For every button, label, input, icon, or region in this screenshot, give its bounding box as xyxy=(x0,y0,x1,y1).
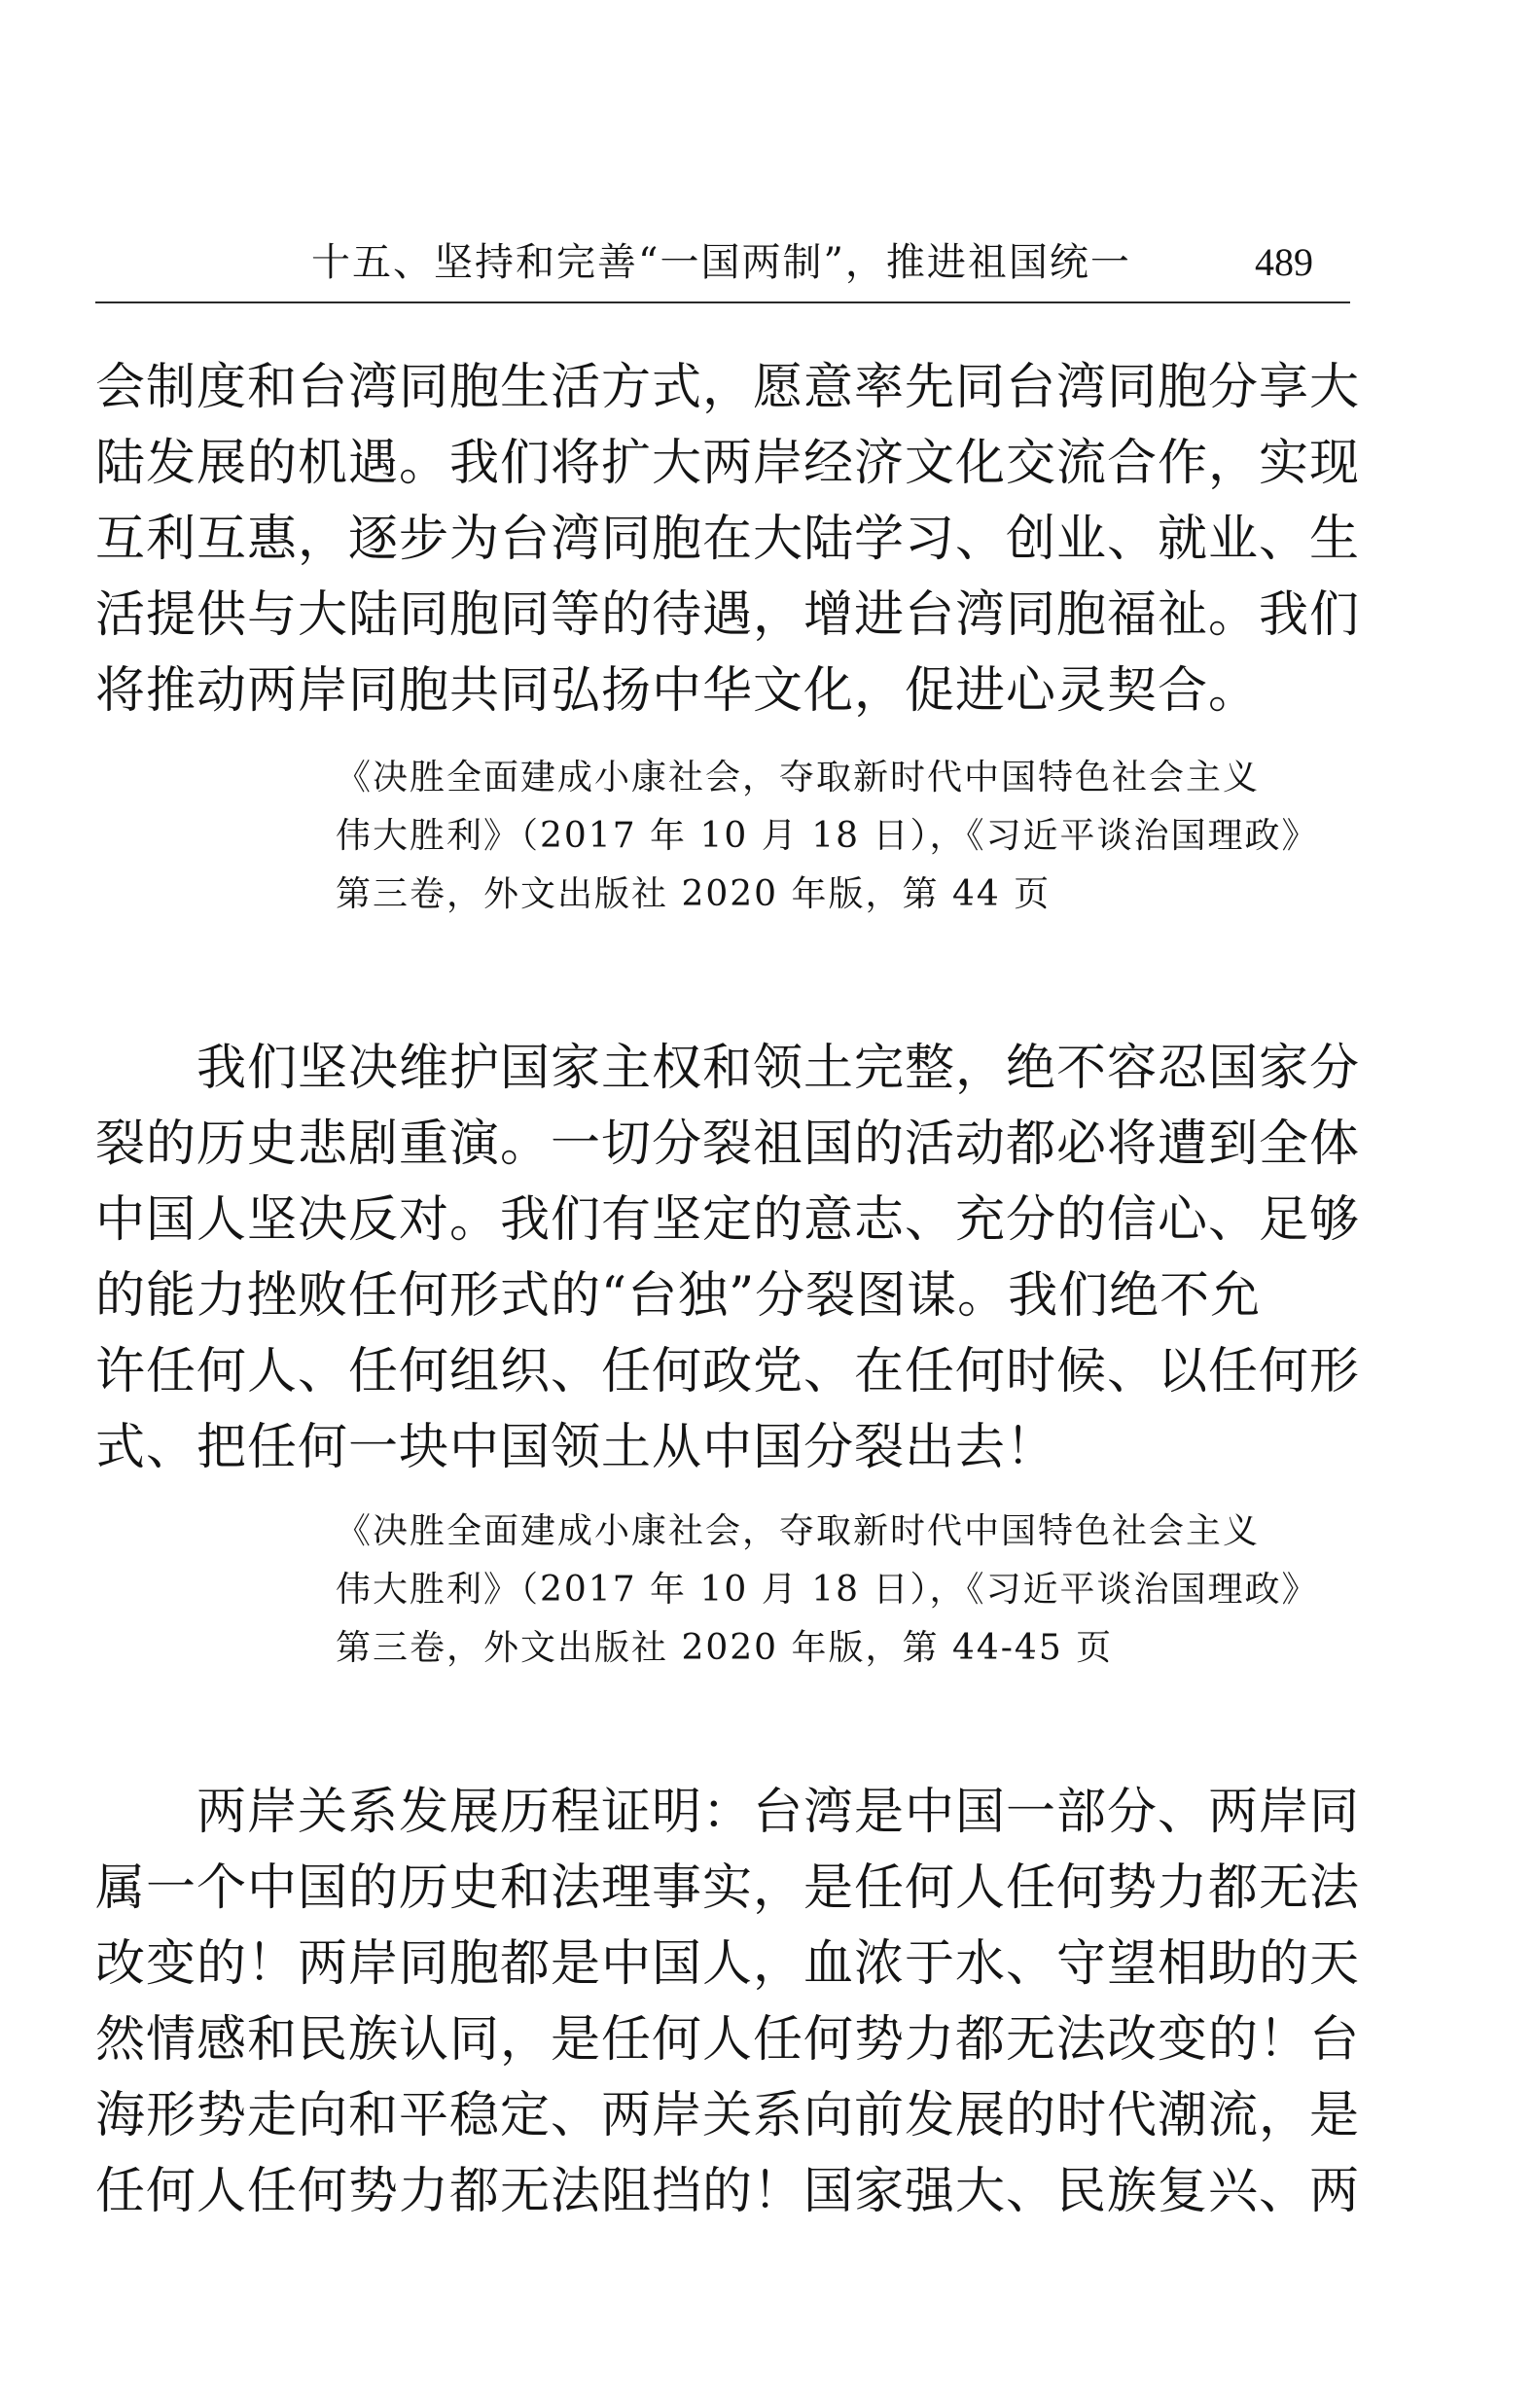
paragraph-line: 会制度和台湾同胞生活方式，愿意率先同台湾同胞分享大 xyxy=(95,359,1361,416)
paragraph-1 xyxy=(95,350,1361,729)
citation-line: 第三卷，外文出版社 2020 年版，第 44 页 xyxy=(336,874,1052,914)
citation-line: 《决胜全面建成小康社会，夺取新时代中国特色社会主义 xyxy=(336,1511,1261,1551)
header-divider xyxy=(95,301,1350,303)
citation-line: 伟大胜利》（2017 年 10 月 18 日），《习近平谈治国理政》 xyxy=(336,816,1319,856)
paragraph-line: 将推动两岸同胞共同弘扬中华文化，促进心灵契合。 xyxy=(95,662,1260,720)
paragraph-line: 然情感和民族认同，是任何人任何势力都无法改变的！台 xyxy=(95,2011,1361,2069)
paragraph-line: 中国人坚决反对。我们有坚定的意志、充分的信心、足够 xyxy=(95,1191,1361,1249)
paragraph-line: 海形势走向和平稳定、两岸关系向前发展的时代潮流，是 xyxy=(95,2087,1361,2144)
paragraph-line: 式、把任何一块中国领土从中国分裂出去！ xyxy=(95,1419,1057,1476)
paragraph-line: 属一个中国的历史和法理事实，是任何人任何势力都无法 xyxy=(95,1859,1361,1917)
paragraph-2 xyxy=(95,1031,1361,1486)
paragraph-line: 我们坚决维护国家主权和领土完整，绝不容忍国家分 xyxy=(95,1040,1361,1097)
paragraph-line: 许任何人、任何组织、任何政党、在任何时候、以任何形 xyxy=(95,1343,1361,1400)
paragraph-line: 活提供与大陆同胞同等的待遇，增进台湾同胞福祉。我们 xyxy=(95,586,1361,644)
paragraph-line: 改变的！两岸同胞都是中国人，血浓于水、守望相助的天 xyxy=(95,1935,1361,1993)
citation-line: 《决胜全面建成小康社会，夺取新时代中国特色社会主义 xyxy=(336,758,1261,797)
page-number: 489 xyxy=(1255,240,1313,284)
paragraph-line: 裂的历史悲剧重演。一切分裂祖国的活动都必将遭到全体 xyxy=(95,1115,1361,1173)
citation-line: 第三卷，外文出版社 2020 年版，第 44-45 页 xyxy=(336,1628,1114,1668)
citation-line: 伟大胜利》（2017 年 10 月 18 日），《习近平谈治国理政》 xyxy=(336,1570,1319,1610)
running-header-title: 十五、坚持和完善“一国两制”，推进祖国统一 xyxy=(311,240,1131,285)
citation-2 xyxy=(336,1503,1352,1678)
paragraph-line: 陆发展的机遇。我们将扩大两岸经济文化交流合作，实现 xyxy=(95,435,1361,492)
paragraph-line: 两岸关系发展历程证明：台湾是中国一部分、两岸同 xyxy=(95,1784,1361,1841)
paragraph-line: 的能力挫败任何形式的“台独”分裂图谋。我们绝不允 xyxy=(95,1267,1262,1325)
paragraph-3 xyxy=(95,1775,1361,2230)
paragraph-line: 任何人任何势力都无法阻挡的！国家强大、民族复兴、两 xyxy=(95,2163,1361,2220)
paragraph-line: 互利互惠，逐步为台湾同胞在大陆学习、创业、就业、生 xyxy=(95,511,1361,568)
citation-1 xyxy=(336,749,1352,924)
